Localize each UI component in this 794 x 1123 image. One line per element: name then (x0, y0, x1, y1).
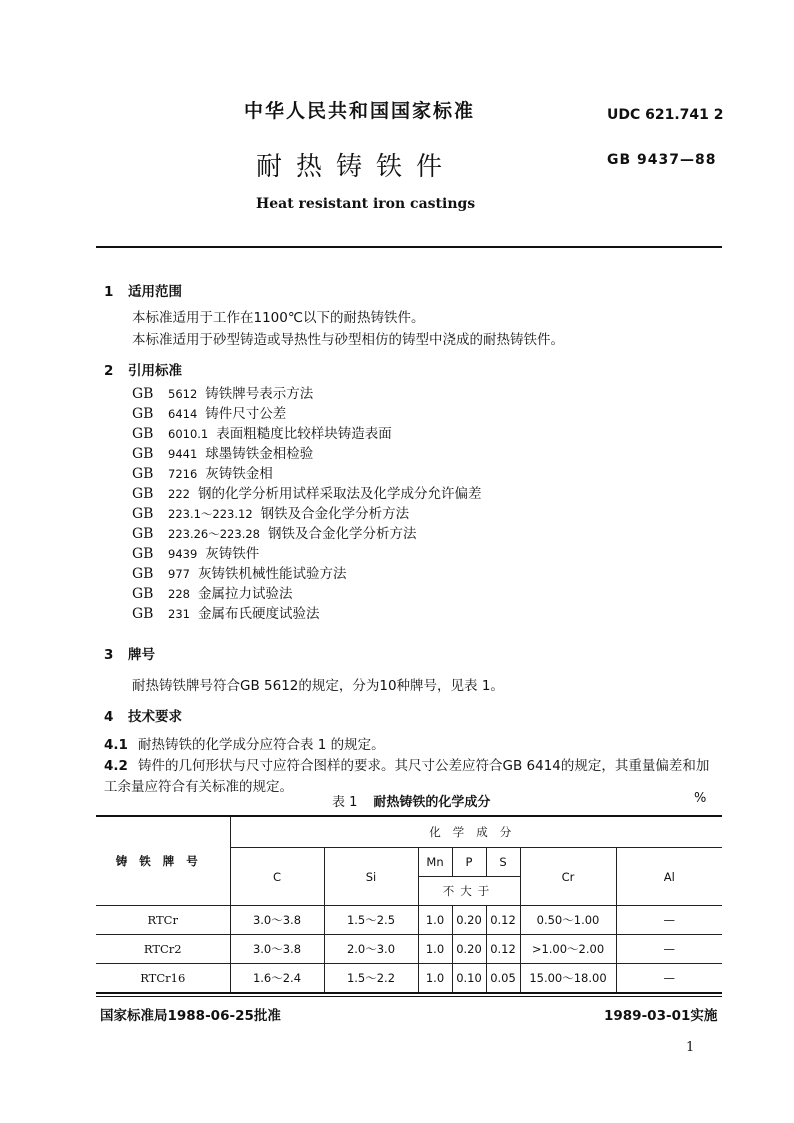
cell-mn: 1.0 (418, 935, 452, 964)
table-row (96, 964, 722, 994)
document-title: 耐热铸铁件 (256, 152, 457, 182)
reference-item: GB 223.1～223.12 钢铁及合金化学分析方法 (132, 506, 410, 522)
standard-org-title: 中华人民共和国国家标准 (244, 100, 476, 122)
header-mn: Mn (418, 848, 452, 877)
cell-c: 1.6～2.4 (230, 964, 324, 994)
reference-item: GB 6010.1 表面粗糙度比较样块铸造表面 (132, 426, 392, 442)
header-c: C (230, 848, 324, 906)
reference-item: GB 231 金属布氏硬度试验法 (132, 606, 320, 622)
section-number: 2 (104, 363, 114, 379)
section-title: 引用标准 (128, 363, 182, 379)
section-1-heading (104, 280, 182, 300)
cell-p: 0.10 (452, 964, 486, 994)
section-1-paragraph-2: 本标准适用于砂型铸造或导热性与砂型相仿的铸型中浇成的耐热铸铁件。 (132, 332, 564, 348)
clause-4-2-continued: 工余量应符合有关标准的规定。 (104, 779, 293, 795)
cell-p: 0.20 (452, 935, 486, 964)
section-2-heading (104, 359, 182, 379)
implementation-date: 1989-03-01实施 (604, 1008, 718, 1024)
page-number: 1 (686, 1040, 695, 1055)
reference-item: GB 6414 铸件尺寸公差 (132, 406, 287, 422)
cell-al: — (616, 935, 722, 964)
section-1-paragraph-1: 本标准适用于工作在1100℃以下的耐热铸铁件。 (132, 310, 425, 326)
reference-item: GB 222 钢的化学分析用试样采取法及化学成分允许偏差 (132, 486, 482, 502)
cell-s: 0.12 (486, 935, 520, 964)
reference-item: GB 5612 铸铁牌号表示方法 (132, 386, 314, 402)
document-title-english: Heat resistant iron castings (256, 196, 476, 212)
header-p: P (452, 848, 486, 877)
cell-al: — (616, 906, 722, 935)
clause-4-2 (104, 754, 709, 774)
reference-item: GB 9441 球墨铸铁金相检验 (132, 446, 314, 462)
cell-grade: RTCr16 (96, 964, 230, 994)
cell-grade: RTCr (96, 906, 230, 935)
table-row (96, 935, 722, 964)
header-cr: Cr (520, 848, 616, 906)
cell-mn: 1.0 (418, 964, 452, 994)
section-title: 牌号 (128, 647, 155, 663)
header-divider (96, 246, 722, 248)
footer-divider (96, 996, 722, 997)
udc-code: UDC 621.741 2 (607, 107, 724, 123)
reference-item: GB 9439 灰铸铁件 (132, 546, 260, 562)
cell-s: 0.12 (486, 906, 520, 935)
cell-c: 3.0～3.8 (230, 906, 324, 935)
header-si: Si (324, 848, 418, 906)
clause-number: 4.2 (104, 758, 128, 774)
section-3-paragraph: 耐热铸铁牌号符合GB 5612的规定，分为10种牌号，见表 1。 (132, 678, 504, 694)
clause-text: 耐热铸铁的化学成分应符合表 1 的规定。 (138, 737, 385, 753)
section-title: 适用范围 (128, 284, 182, 300)
table-row (96, 906, 722, 935)
cell-p: 0.20 (452, 906, 486, 935)
cell-mn: 1.0 (418, 906, 452, 935)
cell-cr: 15.00～18.00 (520, 964, 616, 994)
header-composition: 化学成分 (230, 816, 722, 848)
header-not-greater: 不大于 (418, 877, 520, 906)
cell-si: 2.0～3.0 (324, 935, 418, 964)
section-4-heading (104, 705, 182, 725)
table-unit: % (694, 791, 707, 806)
cell-al: — (616, 964, 722, 994)
cell-si: 1.5～2.2 (324, 964, 418, 994)
table-label: 表 1 (332, 795, 358, 810)
approval-date: 国家标准局1988-06-25批准 (100, 1008, 281, 1024)
header-grade: 铸铁牌号 (96, 816, 230, 906)
section-3-heading (104, 643, 155, 663)
table-caption (332, 791, 490, 810)
section-number: 1 (104, 284, 114, 300)
section-title: 技术要求 (128, 709, 182, 725)
cell-c: 3.0～3.8 (230, 935, 324, 964)
reference-item: GB 7216 灰铸铁金相 (132, 466, 273, 482)
chemical-composition-table (96, 815, 722, 994)
table-title: 耐热铸铁的化学成分 (373, 795, 491, 810)
section-number: 4 (104, 709, 114, 725)
clause-text: 铸件的几何形状与尺寸应符合图样的要求。其尺寸公差应符合GB 6414的规定，其重量偏差和加 (138, 758, 710, 774)
cell-grade: RTCr2 (96, 935, 230, 964)
cell-cr: 0.50～1.00 (520, 906, 616, 935)
cell-si: 1.5～2.5 (324, 906, 418, 935)
cell-s: 0.05 (486, 964, 520, 994)
gb-code: GB 9437—88 (607, 152, 717, 168)
header-s: S (486, 848, 520, 877)
clause-number: 4.1 (104, 737, 128, 753)
reference-item: GB 977 灰铸铁机械性能试验方法 (132, 566, 347, 582)
reference-item: GB 228 金属拉力试验法 (132, 586, 293, 602)
header-al: Al (616, 848, 722, 906)
section-number: 3 (104, 647, 114, 663)
reference-list (132, 384, 481, 624)
reference-item: GB 223.26～223.28 钢铁及合金化学分析方法 (132, 526, 417, 542)
cell-cr: >1.00～2.00 (520, 935, 616, 964)
clause-4-1 (104, 733, 385, 753)
